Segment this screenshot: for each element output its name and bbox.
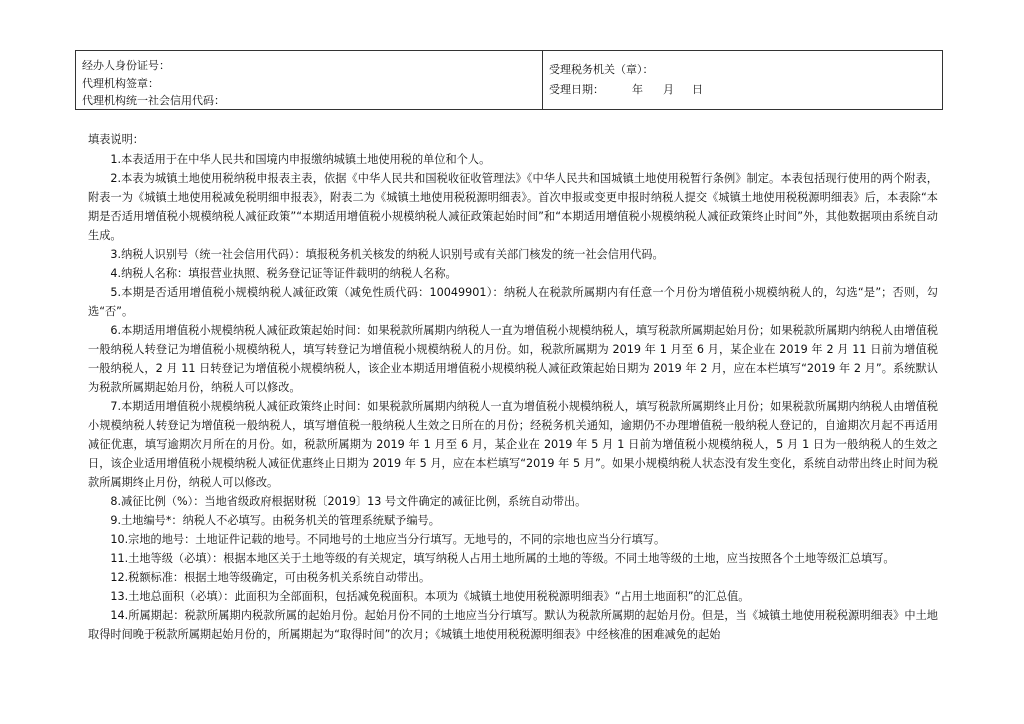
instruction-item: 14.所属期起：税款所属期内税款所属的起始月份。起始月份不同的土地应当分行填写。默认为税款所属期的起始月份。但是，当《城镇土地使用税税源明细表》中土地取得时间晚于税款所属期起始月份的，所属期起为“取得时间”的次月；《城镇土地使用税税源明细表》中经核准的困难减免的起始 [88, 609, 938, 641]
day-label: 日 [692, 83, 703, 96]
instruction-item: 8.减征比例（%）：当地省级政府根据财税〔2019〕13 号文件确定的减征比例，系统自动带出。 [110, 495, 587, 508]
instruction-item: 2.本表为城镇土地使用税纳税申报表主表，依据《中华人民共和国税收征收管理法》《中华人民共和国城镇土地使用税暂行条例》制定。本表包括现行使用的两个附表，附表一为《城镇土地使用税减免税明细申报表》，附表二为《城镇土地使用税税源明细表》。首次申报或变更申报时纳税人提交《城镇土地使用税税源明细表》后，本表除“本期是否适用增值税小规模纳税人减征政策”“本期适用增值税小规模纳税人减征政策起始时间”和“本期适用增值税小规模纳税人减征政策终止时间”外，其他数据项由系统自动生成。 [88, 172, 938, 242]
tax-office-label: 受理税务机关（章）： [549, 63, 654, 76]
tax-office-cell [543, 51, 942, 109]
instruction-item: 10.宗地的地号：土地证件记载的地号。不同地号的土地应当分行填写。无地号的，不同的宗地也应当分行填写。 [110, 533, 666, 546]
instruction-item: 9.土地编号*：纳税人不必填写。由税务机关的管理系统赋予编号。 [110, 514, 440, 527]
acceptance-date-label: 受理日期： [549, 83, 604, 96]
signature-table [75, 50, 943, 110]
instruction-item: 5.本期是否适用增值税小规模纳税人减征政策（减免性质代码：10049901）：纳税人在税款所属期内有任意一个月份为增值税小规模纳税人的，勾选“是”；否则，勾选“否”。 [88, 286, 938, 318]
instruction-item: 1.本表适用于在中华人民共和国境内申报缴纳城镇土地使用税的单位和个人。 [110, 153, 491, 166]
instruction-item: 6.本期适用增值税小规模纳税人减征政策起始时间：如果税款所属期内纳税人一直为增值税小规模纳税人，填写税款所属期起始月份；如果税款所属期内纳税人由增值税一般纳税人转登记为增值税小规模纳税人，填写转登记为增值税小规模纳税人的月份。如，税款所属期为 2019 年 1 月至 6 月，某企业在 2019 年 2 月 11 日前为增值税一般纳税人，2 月 11 日转登记为增值税小规模纳税人，该企业本期适用增值税小规模纳税人减征政策起始日期为 2019 年 2 月，应在本栏填写“2019 年 2 月”。系统默认为税款所属期起始月份，纳税人可以修改。 [88, 324, 938, 394]
agency-credit-code-label: 代理机构统一社会信用代码： [82, 94, 225, 107]
instruction-item: 13.土地总面积（必填）：此面积为全部面积，包括减免税面积。本项为《城镇土地使用税税源明细表》“占用土地面积”的汇总值。 [110, 590, 750, 603]
instructions-heading: 填表说明： [88, 133, 144, 146]
instruction-item: 3.纳税人识别号（统一社会信用代码）：填报税务机关核发的纳税人识别号或有关部门核发的统一社会信用代码。 [110, 248, 664, 261]
agent-id-label: 经办人身份证号： [82, 59, 170, 72]
instruction-item: 11.土地等级（必填）：根据本地区关于土地等级的有关规定，填写纳税人占用土地所属的土地的等级。不同土地等级的土地，应当按照各个土地等级汇总填写。 [110, 552, 895, 565]
instruction-item: 7.本期适用增值税小规模纳税人减征政策终止时间：如果税款所属期内纳税人一直为增值税小规模纳税人，填写税款所属期终止月份；如果税款所属期内纳税人由增值税小规模纳税人转登记为增值税一般纳税人，填写增值税一般纳税人生效之日所在的月份；经税务机关通知，逾期仍不办理增值税一般纳税人登记的，自逾期次月起不再适用减征优惠，填写逾期次月所在的月份。如，税款所属期为 2019 年 1 月至 6 月，某企业在 2019 年 5 月 1 日前为增值税小规模纳税人，5 月 1 日为一般纳税人的生效之日，该企业适用增值税小规模纳税人减征优惠终止日期为 2019 年 5 月，应在本栏填写“2019 年 5 月”。如果小规模纳税人状态没有发生变化，系统自动带出终止时间为税款所属期终止月份，纳税人可以修改。 [88, 400, 938, 489]
acceptance-date-field [632, 80, 703, 100]
filling-instructions [88, 130, 938, 644]
instruction-item: 12.税额标准：根据土地等级确定，可由税务机关系统自动带出。 [110, 571, 431, 584]
acceptance-date-row [549, 80, 942, 100]
agent-info-cell [76, 51, 543, 109]
instruction-item: 4.纳税人名称：填报营业执照、税务登记证等证件载明的纳税人名称。 [110, 267, 457, 280]
agency-seal-label: 代理机构签章： [82, 76, 159, 90]
year-label: 年 [632, 83, 643, 96]
month-label: 月 [663, 83, 674, 96]
